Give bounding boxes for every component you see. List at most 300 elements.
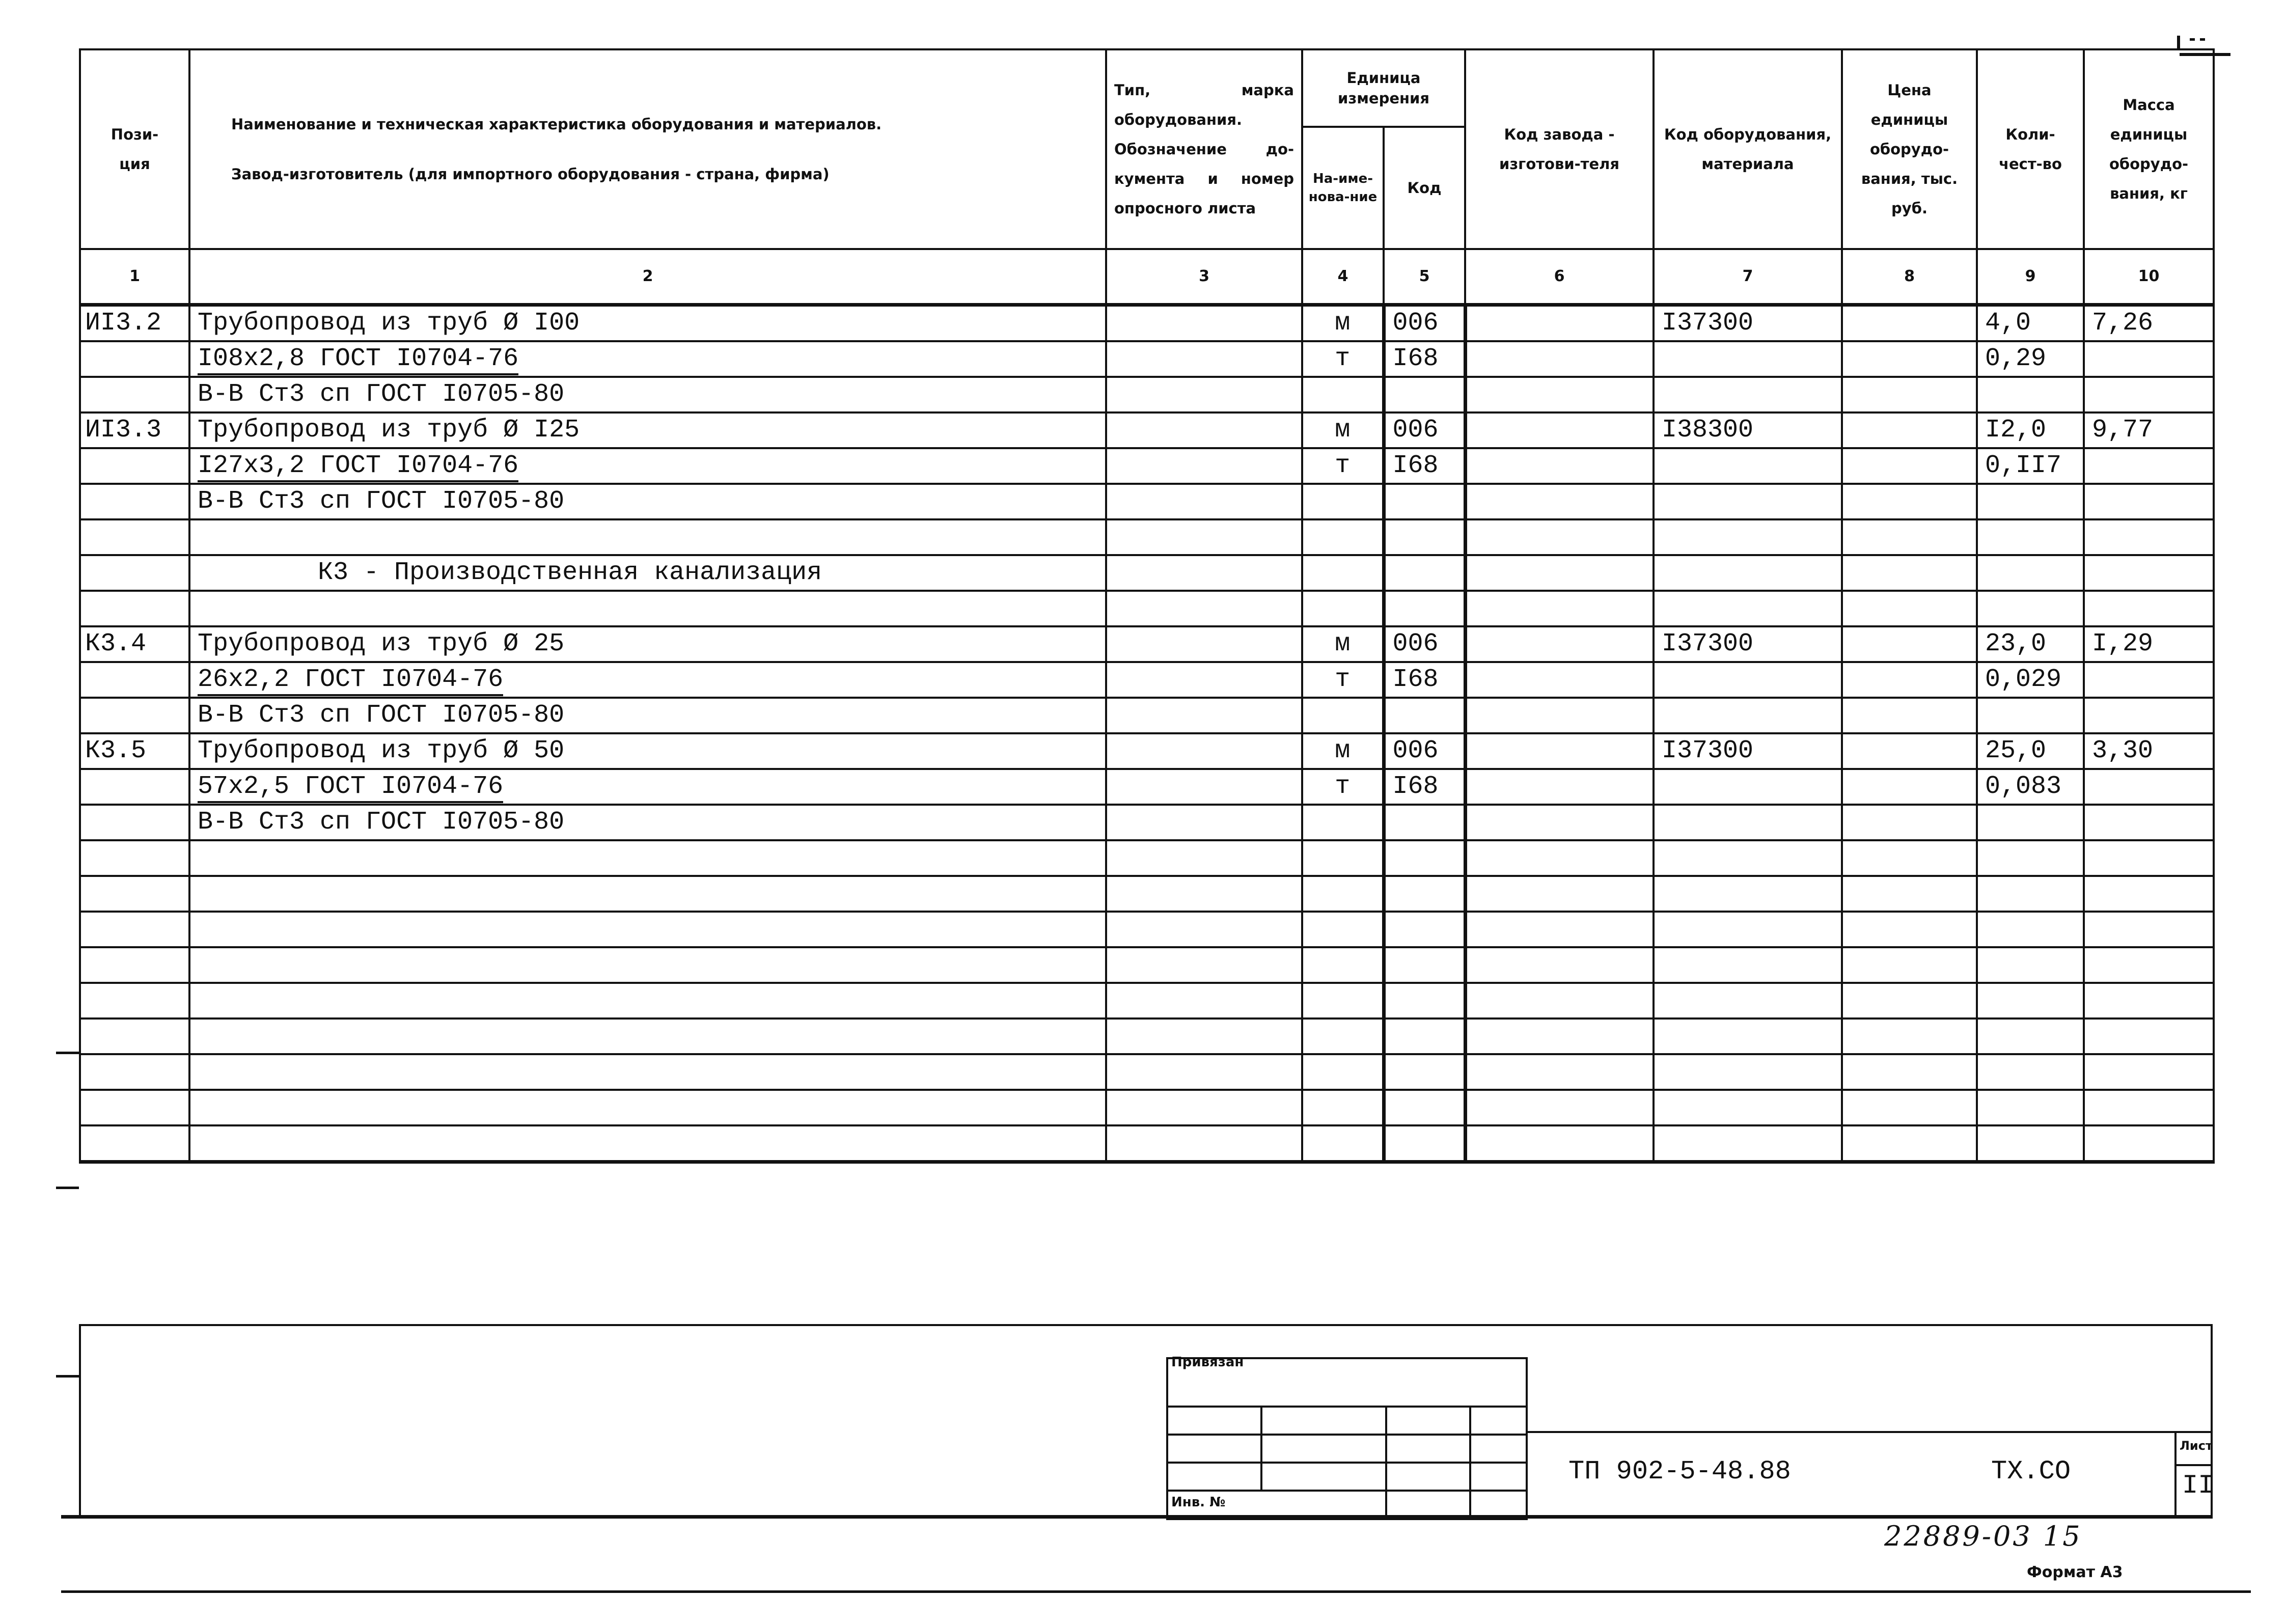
unit-code-cell [1384,912,1465,947]
quantity-cell [1977,519,2084,555]
equipment-code-cell [1654,805,1842,840]
factory-code-cell [1465,983,1654,1019]
grid-line [1260,1406,1262,1490]
factory-code-cell [1465,519,1654,555]
frame-line [79,1324,2213,1326]
table-row [80,555,2214,591]
unit-name-cell [1302,519,1384,555]
name-cell: К3 - Производственная канализация [189,555,1106,591]
specification-table [79,48,2215,1164]
factory-code-cell [1465,305,1654,342]
quantity-cell [1977,983,2084,1019]
price-cell [1842,912,1977,947]
header-name [189,49,1106,249]
name-cell [189,947,1106,983]
type-cell [1106,1019,1302,1054]
header-price: Цена единицы оборудо-вания, тыс. руб. [1842,49,1977,249]
sheet-box-line [2174,1464,2213,1466]
quantity-cell [1977,876,2084,912]
name-cell: Трубопровод из труб Ø I00 [189,305,1106,342]
table-row [80,1090,2214,1125]
unit-name-cell: т [1302,662,1384,698]
quantity-cell: 0,083 [1977,769,2084,805]
name-cell [189,1019,1106,1054]
unit-name-cell [1302,1019,1384,1054]
table-row [80,341,2214,377]
grid-line [1166,1406,1528,1408]
header-unit-group: Единица измерения [1302,49,1465,127]
corner-mark [2177,36,2180,50]
header-type: Тип, марка оборудования. Обозначение до-кумента и номер опросного листа [1106,49,1302,249]
unit-name-cell [1302,377,1384,412]
frame-line [61,1515,2213,1519]
unit-name-cell [1302,1090,1384,1125]
price-cell [1842,947,1977,983]
bound-label: Привязан [1171,1355,1244,1370]
quantity-cell [1977,377,2084,412]
quantity-cell [1977,840,2084,876]
quantity-cell: 0,II7 [1977,448,2084,484]
equipment-code-cell [1654,1054,1842,1090]
price-cell [1842,769,1977,805]
table-row [80,805,2214,840]
position-cell [80,341,189,377]
name-cell [189,1054,1106,1090]
table-row [80,947,2214,983]
unit-code-cell: 006 [1384,412,1465,448]
column-number: 4 [1302,249,1384,305]
factory-code-cell [1465,769,1654,805]
quantity-cell [1977,555,2084,591]
table-row [80,912,2214,947]
unit-code-cell [1384,1090,1465,1125]
factory-code-cell [1465,662,1654,698]
format-label: Формат А3 [2027,1563,2123,1581]
equipment-code-cell [1654,662,1842,698]
factory-code-cell [1465,377,1654,412]
unit-code-cell [1384,484,1465,519]
table-row [80,626,2214,662]
mass-cell [2084,519,2214,555]
mass-cell: 3,30 [2084,733,2214,769]
column-number-row [80,249,2214,305]
mass-cell [2084,377,2214,412]
unit-name-cell: м [1302,412,1384,448]
factory-code-cell [1465,412,1654,448]
table-row [80,1054,2214,1090]
position-cell: К3.4 [80,626,189,662]
price-cell [1842,626,1977,662]
name-cell [189,1125,1106,1162]
frame-line [79,1324,81,1518]
unit-name-cell [1302,947,1384,983]
equipment-code-cell [1654,591,1842,626]
quantity-cell: 4,0 [1977,305,2084,342]
price-cell [1842,377,1977,412]
price-cell [1842,305,1977,342]
type-cell [1106,912,1302,947]
bottom-line [61,1590,2251,1593]
unit-code-cell [1384,840,1465,876]
position-cell: К3.5 [80,733,189,769]
header-unit-code: Код [1384,127,1465,249]
unit-name-cell [1302,805,1384,840]
position-cell [80,876,189,912]
type-cell [1106,1090,1302,1125]
price-cell [1842,484,1977,519]
mass-cell [2084,484,2214,519]
pipe-spec-text: 57x2,5 ГОСТ I0704-76 [198,772,503,803]
unit-name-cell [1302,555,1384,591]
table-row [80,377,2214,412]
position-cell: ИI3.2 [80,305,189,342]
type-cell [1106,840,1302,876]
unit-name-cell [1302,1054,1384,1090]
unit-name-cell [1302,591,1384,626]
unit-code-cell [1384,698,1465,733]
quantity-cell: 23,0 [1977,626,2084,662]
name-cell: Трубопровод из труб Ø 50 [189,733,1106,769]
equipment-code-cell [1654,484,1842,519]
position-cell [80,840,189,876]
position-cell [80,484,189,519]
price-cell [1842,876,1977,912]
header-equipment-code: Код оборудования, материала [1654,49,1842,249]
table-row [80,448,2214,484]
position-cell [80,805,189,840]
name-cell [189,341,1106,377]
grid-line [1166,1434,1528,1436]
equipment-code-cell [1654,341,1842,377]
mass-cell [2084,876,2214,912]
type-cell [1106,698,1302,733]
position-cell [80,769,189,805]
quantity-cell: 25,0 [1977,733,2084,769]
quantity-cell [1977,1125,2084,1162]
equipment-code-cell [1654,698,1842,733]
unit-name-cell: т [1302,448,1384,484]
unit-code-cell [1384,1054,1465,1090]
price-cell [1842,698,1977,733]
name-cell: В-В Ст3 сп ГОСТ I0705-80 [189,805,1106,840]
quantity-cell [1977,805,2084,840]
table-row [80,1019,2214,1054]
unit-code-cell [1384,591,1465,626]
unit-name-cell [1302,840,1384,876]
position-cell [80,1054,189,1090]
price-cell [1842,555,1977,591]
equipment-code-cell [1654,377,1842,412]
price-cell [1842,733,1977,769]
position-cell: ИI3.3 [80,412,189,448]
unit-code-cell [1384,876,1465,912]
type-cell [1106,805,1302,840]
equipment-code-cell [1654,876,1842,912]
name-cell [189,912,1106,947]
mass-cell [2084,662,2214,698]
quantity-cell [1977,591,2084,626]
type-cell [1106,341,1302,377]
name-cell [189,1090,1106,1125]
name-cell [189,769,1106,805]
mass-cell [2084,912,2214,947]
grid-line [1385,1406,1387,1520]
table-row [80,733,2214,769]
mass-cell [2084,1125,2214,1162]
quantity-cell [1977,484,2084,519]
unit-name-cell: м [1302,733,1384,769]
type-cell [1106,305,1302,342]
handwritten-number: 22889-03 15 [1884,1520,2082,1552]
quantity-cell: 0,29 [1977,341,2084,377]
factory-code-cell [1465,1054,1654,1090]
equipment-code-cell [1654,769,1842,805]
equipment-code-cell: I38300 [1654,412,1842,448]
type-cell [1106,947,1302,983]
factory-code-cell [1465,876,1654,912]
factory-code-cell [1465,626,1654,662]
margin-tick [56,1052,79,1054]
mass-cell [2084,698,2214,733]
corner-mark [2190,38,2195,41]
type-cell [1106,1054,1302,1090]
column-number: 10 [2084,249,2214,305]
factory-code-cell [1465,733,1654,769]
quantity-cell [1977,1019,2084,1054]
price-cell [1842,448,1977,484]
quantity-cell [1977,947,2084,983]
mass-cell [2084,448,2214,484]
name-cell [189,876,1106,912]
name-cell: Трубопровод из труб Ø I25 [189,412,1106,448]
mass-cell: I,29 [2084,626,2214,662]
factory-code-cell [1465,805,1654,840]
type-cell [1106,1125,1302,1162]
position-cell [80,947,189,983]
table-row [80,876,2214,912]
factory-code-cell [1465,698,1654,733]
unit-code-cell: I68 [1384,448,1465,484]
header-unit-name: На-име-нова-ние [1302,127,1384,249]
quantity-cell: I2,0 [1977,412,2084,448]
unit-name-cell [1302,912,1384,947]
grid-line [1469,1406,1471,1520]
table-row [80,1125,2214,1162]
type-cell [1106,591,1302,626]
unit-code-cell [1384,1019,1465,1054]
factory-code-cell [1465,484,1654,519]
quantity-cell [1977,1054,2084,1090]
column-number: 6 [1465,249,1654,305]
unit-name-cell [1302,484,1384,519]
unit-code-cell [1384,377,1465,412]
document-code: ТП 902-5-48.88 [1568,1456,1791,1487]
table-row [80,305,2214,342]
table-row [80,591,2214,626]
type-cell [1106,484,1302,519]
table-row [80,519,2214,555]
unit-code-cell: 006 [1384,305,1465,342]
price-cell [1842,840,1977,876]
table-row [80,769,2214,805]
factory-code-cell [1465,1090,1654,1125]
price-cell [1842,983,1977,1019]
name-cell: В-В Ст3 сп ГОСТ I0705-80 [189,698,1106,733]
unit-name-cell [1302,698,1384,733]
price-cell [1842,1125,1977,1162]
position-cell [80,377,189,412]
unit-code-cell: I68 [1384,662,1465,698]
unit-code-cell [1384,519,1465,555]
grid-line [1166,1490,1528,1492]
pipe-spec-text: I27x3,2 ГОСТ I0704-76 [198,451,518,482]
name-cell [189,591,1106,626]
type-cell [1106,876,1302,912]
table-row [80,484,2214,519]
header-name-line2: Завод-изготовитель (для импортного оборудования - страна, фирма) [231,166,830,183]
equipment-code-cell [1654,912,1842,947]
mass-cell [2084,1019,2214,1054]
name-cell: Трубопровод из труб Ø 25 [189,626,1106,662]
position-cell [80,519,189,555]
position-cell [80,983,189,1019]
mass-cell [2084,947,2214,983]
header-quantity: Коли-чест-во [1977,49,2084,249]
unit-name-cell: т [1302,341,1384,377]
type-cell [1106,555,1302,591]
equipment-code-cell [1654,983,1842,1019]
type-cell [1106,519,1302,555]
factory-code-cell [1465,912,1654,947]
equipment-code-cell [1654,1019,1842,1054]
price-cell [1842,591,1977,626]
sheet-label: Лист [2180,1439,2213,1453]
position-cell [80,448,189,484]
type-cell [1106,769,1302,805]
column-number: 9 [1977,249,2084,305]
type-cell [1106,662,1302,698]
position-cell [80,912,189,947]
quantity-cell: 0,029 [1977,662,2084,698]
grid-line [1166,1462,1528,1464]
table-row [80,840,2214,876]
equipment-code-cell [1654,1090,1842,1125]
position-cell [80,1019,189,1054]
equipment-code-cell: I37300 [1654,626,1842,662]
quantity-cell [1977,698,2084,733]
equipment-code-cell [1654,519,1842,555]
price-cell [1842,1090,1977,1125]
type-cell [1106,412,1302,448]
unit-code-cell: 006 [1384,626,1465,662]
document-mark: ТХ.СО [1991,1456,2071,1487]
unit-name-cell: м [1302,305,1384,342]
column-number: 3 [1106,249,1302,305]
unit-code-cell [1384,1125,1465,1162]
header-name-line1: Наименование и техническая характеристика оборудования и материалов. [231,116,882,133]
unit-code-cell [1384,555,1465,591]
sheet-box-line [2174,1431,2177,1518]
table-row [80,662,2214,698]
unit-name-cell [1302,983,1384,1019]
type-cell [1106,626,1302,662]
position-cell [80,662,189,698]
header-factory-code: Код завода - изготови-теля [1465,49,1654,249]
inv-label: Инв. № [1171,1495,1226,1510]
name-cell: В-В Ст3 сп ГОСТ I0705-80 [189,377,1106,412]
margin-tick [56,1375,79,1378]
factory-code-cell [1465,448,1654,484]
type-cell [1106,448,1302,484]
sheet-number: II [2182,1471,2214,1501]
column-number: 8 [1842,249,1977,305]
name-cell [189,840,1106,876]
unit-name-cell [1302,1125,1384,1162]
price-cell [1842,519,1977,555]
column-number: 2 [189,249,1106,305]
factory-code-cell [1465,341,1654,377]
unit-code-cell: I68 [1384,341,1465,377]
pipe-spec-text: I08x2,8 ГОСТ I0704-76 [198,344,518,375]
equipment-code-cell [1654,555,1842,591]
header-position: Пози- ция [80,49,189,249]
price-cell [1842,412,1977,448]
quantity-cell [1977,1090,2084,1125]
table-row [80,698,2214,733]
unit-code-cell: I68 [1384,769,1465,805]
mass-cell [2084,769,2214,805]
price-cell [1842,805,1977,840]
type-cell [1106,733,1302,769]
equipment-code-cell [1654,1125,1842,1162]
corner-mark [2200,38,2205,41]
mass-cell [2084,1054,2214,1090]
equipment-code-cell [1654,947,1842,983]
quantity-cell [1977,912,2084,947]
position-cell [80,1125,189,1162]
position-cell [80,591,189,626]
equipment-code-cell [1654,840,1842,876]
mass-cell [2084,840,2214,876]
name-cell [189,448,1106,484]
mass-cell [2084,983,2214,1019]
factory-code-cell [1465,1125,1654,1162]
header-mass: Масса единицы оборудо-вания, кг [2084,49,2214,249]
mass-cell [2084,555,2214,591]
factory-code-cell [1465,840,1654,876]
price-cell [1842,341,1977,377]
unit-code-cell [1384,947,1465,983]
table-body [80,305,2214,1162]
name-cell [189,662,1106,698]
equipment-code-cell [1654,448,1842,484]
price-cell [1842,1019,1977,1054]
mass-cell [2084,341,2214,377]
unit-code-cell: 006 [1384,733,1465,769]
column-number: 1 [80,249,189,305]
type-cell [1106,983,1302,1019]
equipment-code-cell: I37300 [1654,305,1842,342]
column-number: 5 [1384,249,1465,305]
position-cell [80,555,189,591]
factory-code-cell [1465,1019,1654,1054]
pipe-spec-text: 26x2,2 ГОСТ I0704-76 [198,665,503,696]
equipment-code-cell: I37300 [1654,733,1842,769]
unit-name-cell: т [1302,769,1384,805]
mass-cell [2084,1090,2214,1125]
factory-code-cell [1465,947,1654,983]
mass-cell: 7,26 [2084,305,2214,342]
